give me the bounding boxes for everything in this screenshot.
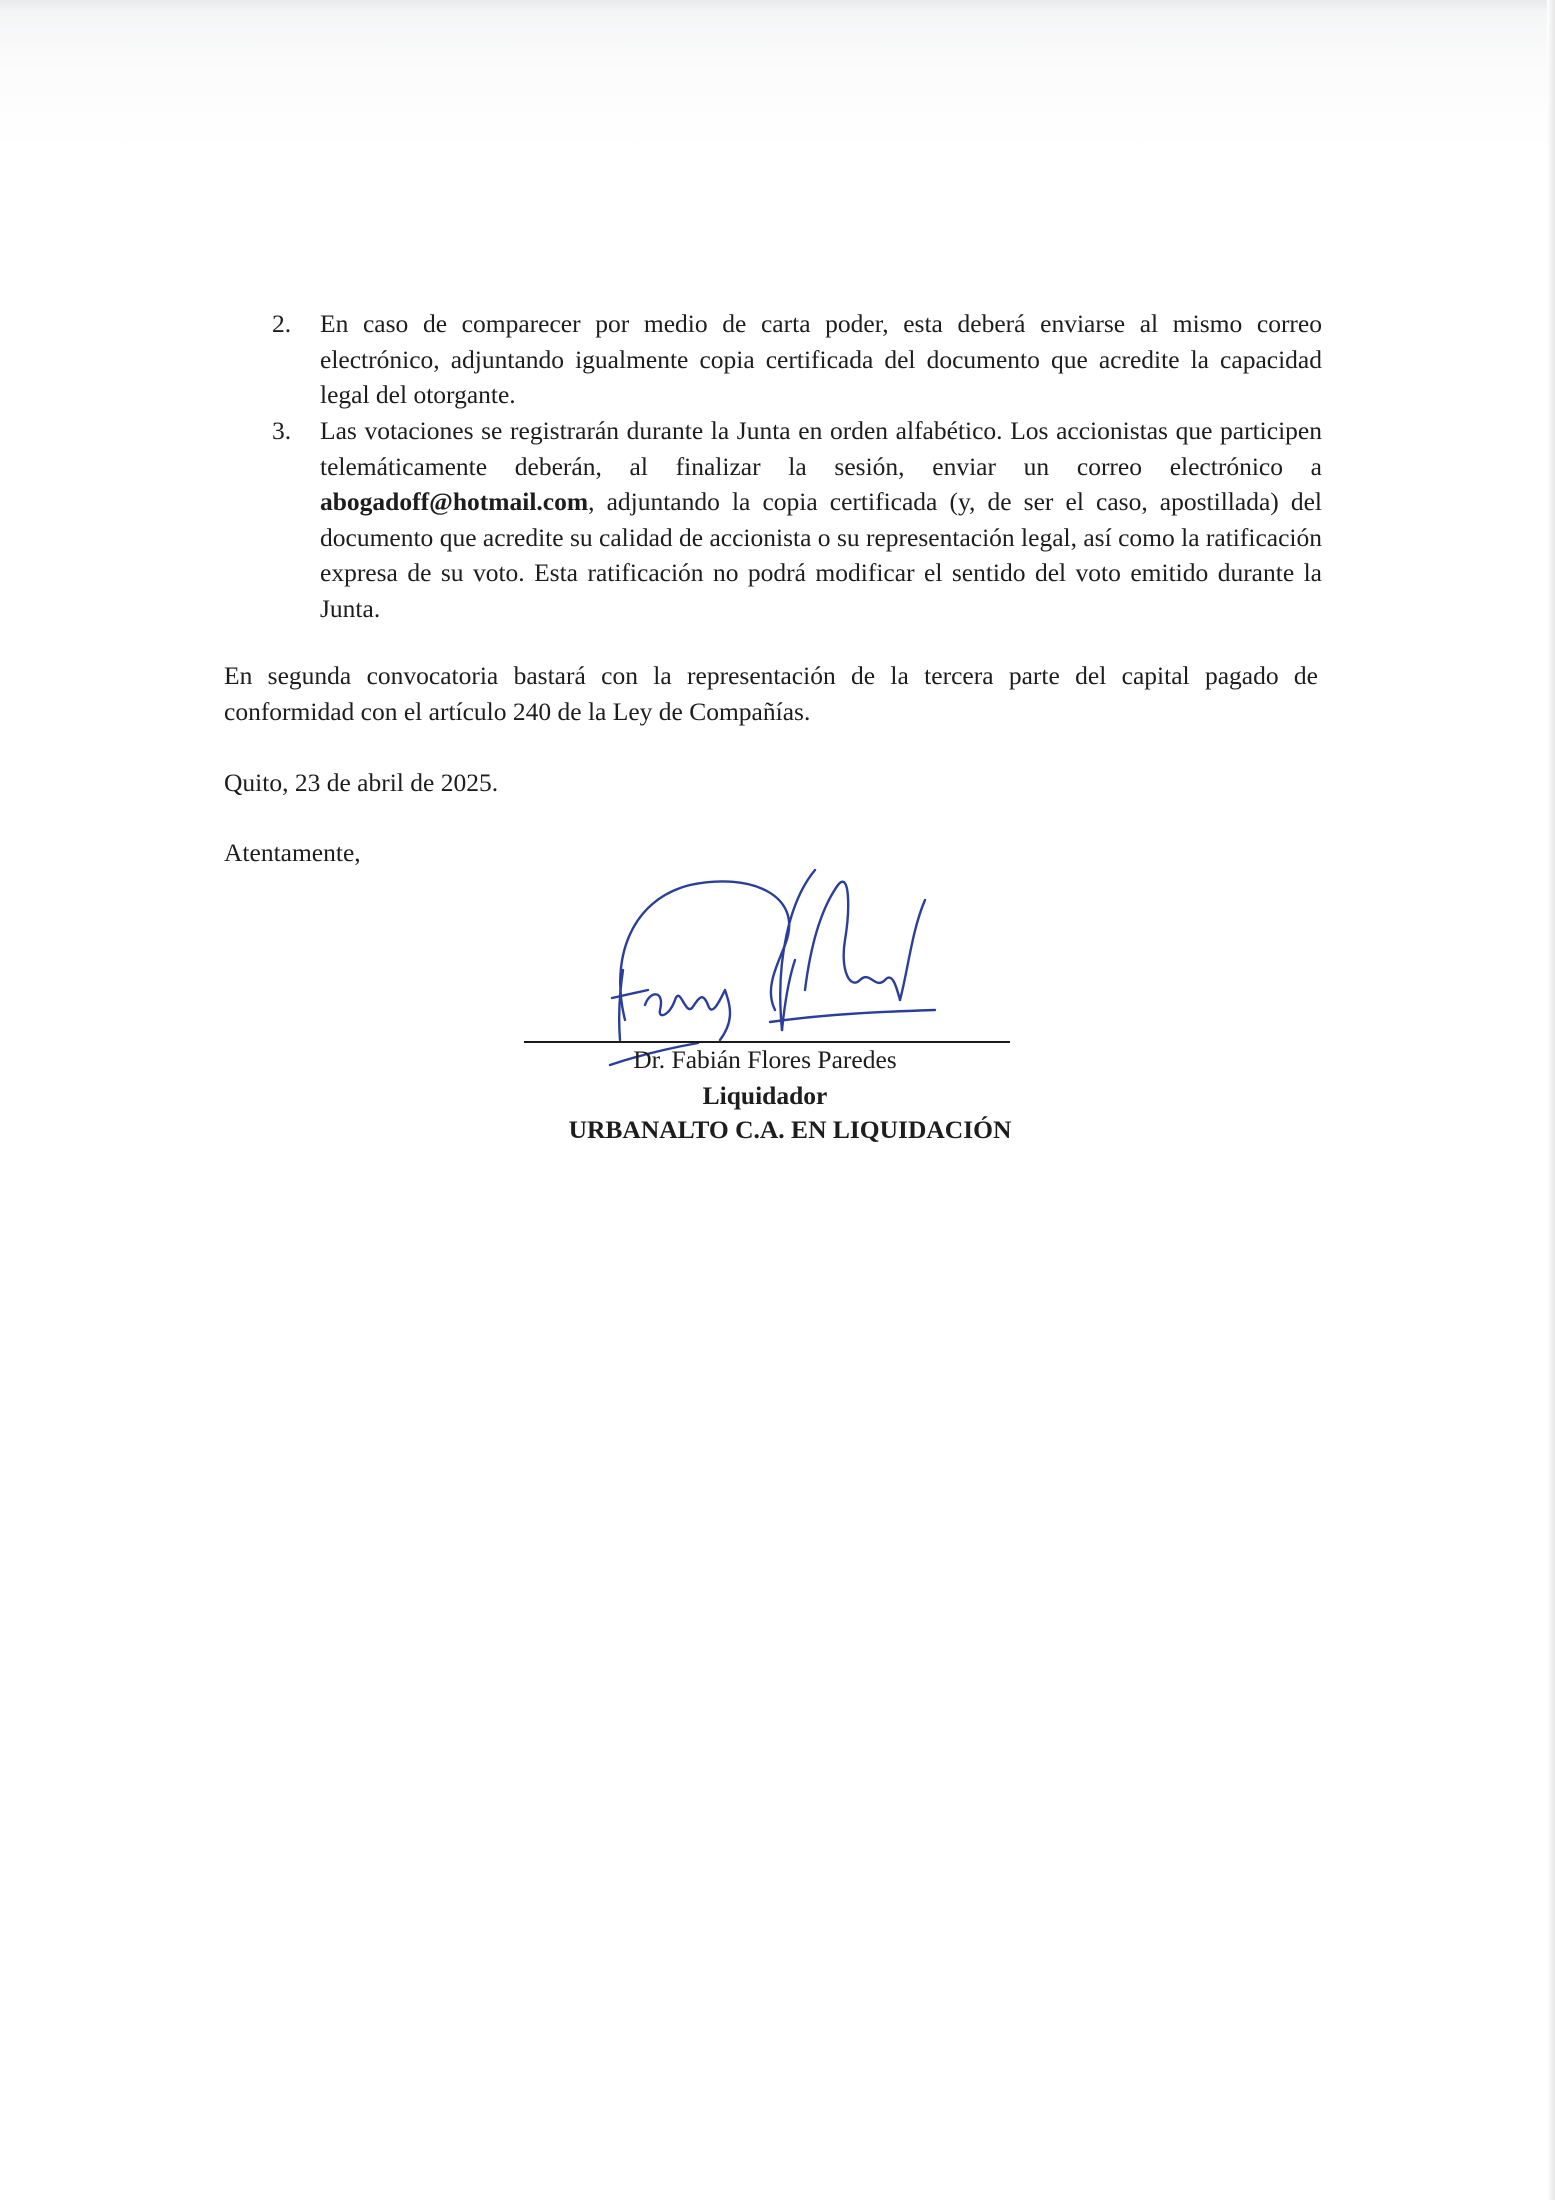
list-item-text: En caso de comparecer por medio de carta poder, esta deberá enviarse al mismo correo electrónico, adjuntando igualmente copia certificada del documento que acredite la capacidad legal del otorgante.	[320, 309, 1322, 410]
signatory-name: Dr. Fabián Flores Paredes	[633, 1045, 897, 1074]
list-item-number: 3.	[272, 416, 292, 445]
list-item	[272, 413, 1322, 627]
company-name: URBANALTO C.A. EN LIQUIDACIÓN	[568, 1115, 1012, 1144]
closing: Atentamente,	[224, 838, 361, 867]
list-item-text-before: Las votaciones se registrarán durante la Junta en orden alfabético. Los accionistas que participen telemáticamente deberán, al finalizar la sesión, enviar un correo electrónico a	[320, 416, 1322, 481]
scan-shadow-top	[0, 0, 1555, 150]
list-item-text-after: , adjuntando la copia certificada (y, de ser el caso, apostillada) del documento que acredite su calidad de accionista o su representación legal, así como la ratificación expresa de su voto. Esta ratificación no podrá modificar el sentido del voto emitido durante la Junta.	[320, 487, 1322, 623]
list-item	[272, 306, 1322, 413]
email-address: abogadoff@hotmail.com	[320, 487, 589, 517]
scan-shadow-right	[1547, 0, 1555, 2200]
signatory-block	[500, 1042, 1030, 1113]
list-item-number: 2.	[272, 309, 292, 338]
place-date: Quito, 23 de abril de 2025.	[224, 768, 499, 797]
second-call-paragraph: En segunda convocatoria bastará con la representación de la tercera parte del capital pagado de conformidad con el artículo 240 de la Ley de Compañías.	[224, 661, 1318, 726]
signatory-role: Liquidador	[702, 1080, 828, 1110]
